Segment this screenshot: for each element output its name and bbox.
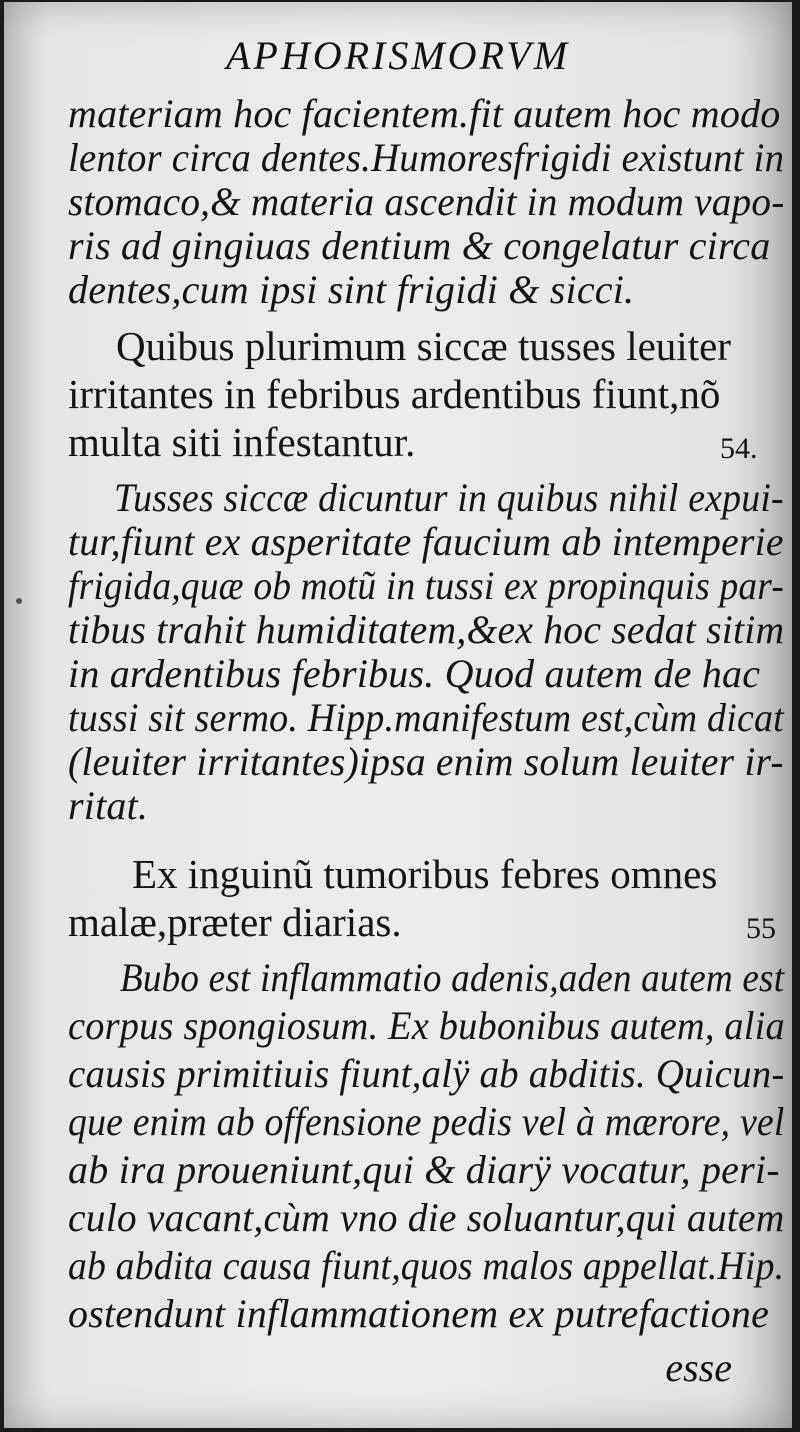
aphorism-line: malæ,præter diarias.: [68, 899, 402, 945]
aphorism-number: 54.: [720, 432, 758, 465]
text-line: Tusses siccæ dicuntur in quibus nihil expui-: [114, 475, 784, 520]
text-line: culo vacant,cùm vno die soluantur,qui autem: [68, 1195, 785, 1240]
text-line: stomaco,& materia ascendit in modum vapo-: [68, 179, 785, 224]
text-line: materiam hoc facientem.fit autem hoc modo: [68, 91, 781, 136]
text-line: tur,fiunt ex asperitate faucium ab intemperie: [68, 519, 784, 564]
text-line: in ardentibus febribus. Quod autem de hac: [68, 651, 761, 696]
text-line: frigida,quæ ob motũ in tussi ex propinquis par-: [68, 563, 784, 608]
text-line: que enim ab offensione pedis vel à mærore, vel: [68, 1099, 785, 1144]
text-line: Bubo est inflammatio adenis,aden autem est: [120, 955, 785, 1000]
text-line: lentor circa dentes.Humoresfrigidi existunt in: [68, 135, 785, 180]
text-line: tibus trahit humiditatem,&ex hoc sedat sitim: [68, 607, 785, 652]
running-header: APHORISMORVM: [225, 33, 571, 78]
ink-speck: [16, 598, 22, 604]
catchword: esse: [665, 1345, 732, 1390]
book-page: [4, 2, 792, 1428]
aphorism-line: Ex inguinũ tumoribus febres omnes: [132, 851, 718, 897]
text-line: ostendunt inflammationem ex putrefactione: [68, 1291, 770, 1336]
aphorism-line: Quibus plurimum siccæ tusses leuiter: [116, 323, 731, 369]
text-line: tussi sit sermo. Hipp.manifestum est,cùm dicat: [68, 695, 784, 740]
text-line: ab abdita causa fiunt,quos malos appellat.Hip.: [68, 1243, 785, 1288]
text-line: ris ad gingiuas dentium & congelatur circa: [68, 223, 771, 268]
text-line: (leuiter irritantes)ipsa enim solum leuiter ir-: [68, 739, 784, 784]
aphorism-line: irritantes in febribus ardentibus fiunt,nõ: [68, 371, 721, 417]
text-line: corpus spongiosum. Ex bubonibus autem, alia: [68, 1003, 785, 1048]
text-line: ab ira proueniunt,qui & diarÿ vocatur, peri-: [68, 1147, 780, 1192]
aphorism-line: multa siti infestantur.: [68, 419, 416, 465]
text-line: ritat.: [68, 783, 149, 828]
text-line: dentes,cum ipsi sint frigidi & sicci.: [68, 267, 635, 312]
text-line: causis primitiuis fiunt,alÿ ab abditis. Quicun-: [68, 1051, 785, 1096]
aphorism-number: 55: [746, 912, 776, 945]
